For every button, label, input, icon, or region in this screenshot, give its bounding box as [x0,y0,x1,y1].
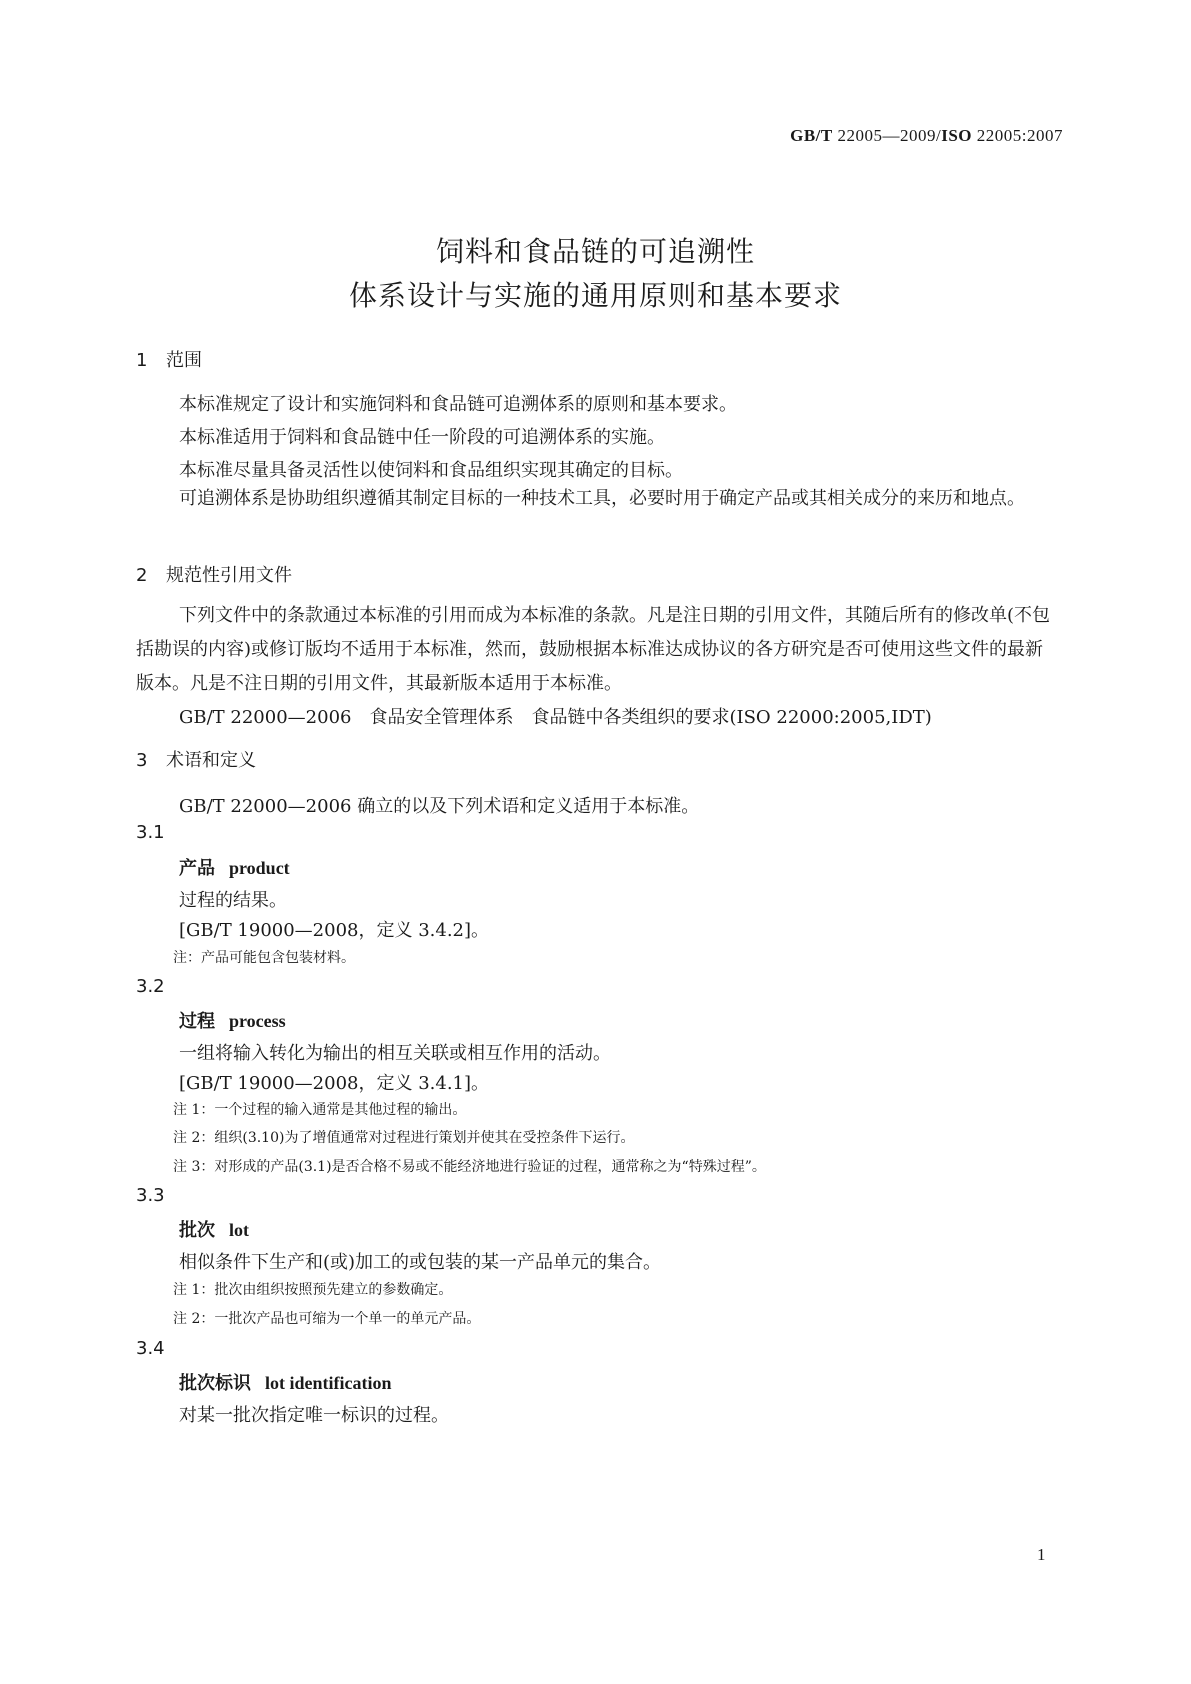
section-1-para-3: 本标准尽量具备灵活性以使饲料和食品组织实现其确定的目标。 [179,460,683,481]
term-3-3-note-1: 注 1：批次由组织按照预先建立的参数确定。 [173,1282,453,1298]
document-title-line2: 体系设计与实施的通用原则和基本要求 [348,279,842,312]
term-3-1-definition: 过程的结果。 [179,890,287,911]
section-2-para: 下列文件中的条款通过本标准的引用而成为本标准的条款。凡是注日期的引用文件，其随后所有的修改单(不包括勘误的内容)或修订版均不适用于本标准，然而，鼓励根据本标准达成协议的各方研究是否可使用这些文件的最新版本。凡是不注日期的引用文件，其最新版本适用于本标准。 [136,605,1051,694]
term-3-4-number: 3.4 [136,1338,165,1359]
term-3-2-note-1: 注 1：一个过程的输入通常是其他过程的输出。 [173,1102,467,1118]
term-3-4-title: 批次标识 lot identification [179,1373,392,1394]
term-3-3-number: 3.3 [136,1185,165,1206]
term-3-3-note-2: 注 2：一批次产品也可缩为一个单一的单元产品。 [173,1311,481,1327]
term-3-3-definition: 相似条件下生产和(或)加工的或包装的某一产品单元的集合。 [179,1252,662,1273]
page-number: 1 [1037,1545,1046,1564]
term-3-2-note-3: 注 3：对形成的产品(3.1)是否合格不易或不能经济地进行验证的过程，通常称之为“特殊过程”。 [173,1159,766,1175]
term-3-4-definition: 对某一批次指定唯一标识的过程。 [179,1405,449,1426]
section-1-para-1: 本标准规定了设计和实施饲料和食品链可追溯体系的原则和基本要求。 [179,394,737,415]
section-1-heading: 1 范围 [136,350,202,371]
term-3-2-source: [GB/T 19000—2008，定义 3.4.1]。 [179,1073,490,1094]
term-3-1-title: 产品 product [179,858,290,879]
term-3-1-note: 注：产品可能包含包装材料。 [173,950,355,966]
normative-reference: GB/T 22000—2006 食品安全管理体系 食品链中各类组织的要求(ISO 22000:2005,IDT) [179,707,932,728]
term-3-2-note-2: 注 2：组织(3.10)为了增值通常对过程进行策划并使其在受控条件下运行。 [173,1130,635,1146]
term-3-2-definition: 一组将输入转化为输出的相互关联或相互作用的活动。 [179,1043,611,1064]
section-2-heading: 2 规范性引用文件 [136,565,292,586]
section-3-intro: GB/T 22000—2006 确立的以及下列术语和定义适用于本标准。 [179,796,700,817]
standard-number-header: GB/T 22005—2009/ISO 22005:2007 [790,126,1063,145]
document-title-line1: 饲料和食品链的可追溯性 [435,235,755,268]
section-1-para-4: 可追溯体系是协助组织遵循其制定目标的一种技术工具，必要时用于确定产品或其相关成分的来历和地点。 [179,488,1025,509]
section-1-para-2: 本标准适用于饲料和食品链中任一阶段的可追溯体系的实施。 [179,427,665,448]
term-3-2-title: 过程 process [179,1011,286,1032]
section-3-heading: 3 术语和定义 [136,750,256,771]
term-3-3-title: 批次 lot [179,1220,249,1241]
term-3-1-number: 3.1 [136,822,165,843]
term-3-2-number: 3.2 [136,976,165,997]
term-3-1-source: [GB/T 19000—2008，定义 3.4.2]。 [179,920,490,941]
